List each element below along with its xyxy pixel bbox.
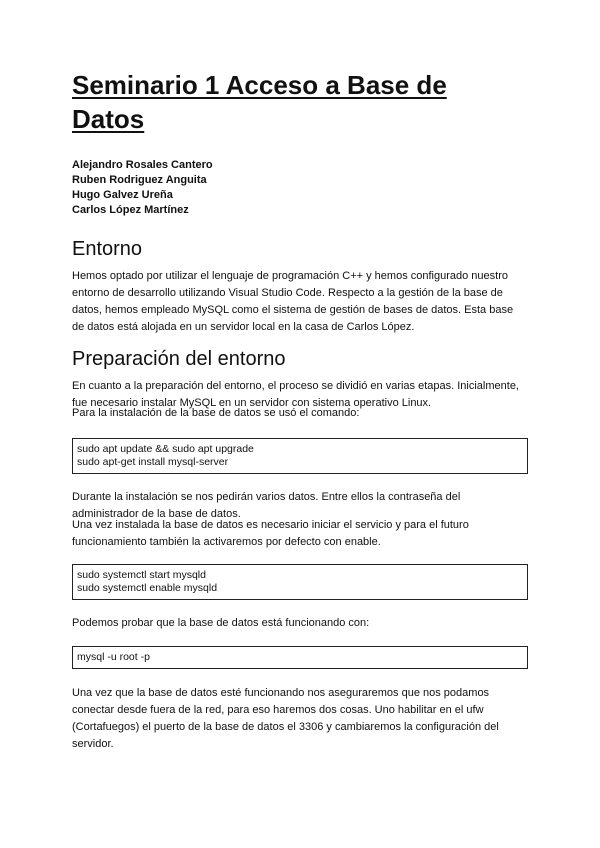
author-name: Carlos López Martínez (72, 204, 189, 216)
author-list (72, 158, 213, 218)
code-line: sudo systemctl start mysqld (77, 569, 206, 581)
author-name: Alejandro Rosales Cantero (72, 159, 213, 171)
test-notes-paragraph: Podemos probar que la base de datos está funcionando con: (72, 617, 370, 629)
document-title: Seminario 1 Acceso a Base de Datos (72, 70, 447, 134)
author-name: Hugo Galvez Ureña (72, 189, 173, 201)
section-heading-entorno: Entorno (72, 238, 143, 260)
code-block-install (72, 438, 528, 474)
preparacion-intro-paragraph: En cuanto a la preparación del entorno, el proceso se dividió en varias etapas. Inicialmente, fue necesario instalar MySQL en un servidor con sistema operativo Linux. (72, 380, 519, 409)
code-line: sudo apt update && sudo apt upgrade (77, 443, 254, 455)
code-line: mysql -u root -p (77, 651, 150, 663)
code-block-service (72, 564, 528, 600)
install-notes-paragraph: Durante la instalación se nos pedirán varios datos. Entre ellos la contraseña del administrador de la base de datos. (72, 491, 461, 520)
preparacion-intro-line: Para la instalación de la base de datos se usó el comando: (72, 407, 360, 419)
code-block-login (72, 646, 528, 669)
section-heading-preparacion: Preparación del entorno (72, 348, 286, 370)
service-notes-paragraph: Una vez instalada la base de datos es necesario iniciar el servicio y para el futuro funcionamiento también la activaremos por defecto con enable. (72, 519, 469, 548)
author-name: Ruben Rodriguez Anguita (72, 174, 207, 186)
code-line: sudo systemctl enable mysqld (77, 582, 218, 594)
closing-paragraph: Una vez que la base de datos esté funcionando nos aseguraremos que nos podamos conectar desde fuera de la red, para eso haremos dos cosas. Uno habilitar en el ufw (Cortafuegos) el puerto de la base de datos el 3306 y cambiaremos la configuración del servidor. (72, 687, 499, 750)
entorno-paragraph: Hemos optado por utilizar el lenguaje de programación C++ y hemos configurado nuestro entorno de desarrollo utilizando Visual Studio Code. Respecto a la gestión de la base de datos, hemos empleado MySQL como el sistema de gestión de bases de datos. Esta base de datos está alojada en un servidor local en la casa de Carlos López. (72, 270, 514, 333)
code-line: sudo apt-get install mysql-server (77, 456, 229, 468)
